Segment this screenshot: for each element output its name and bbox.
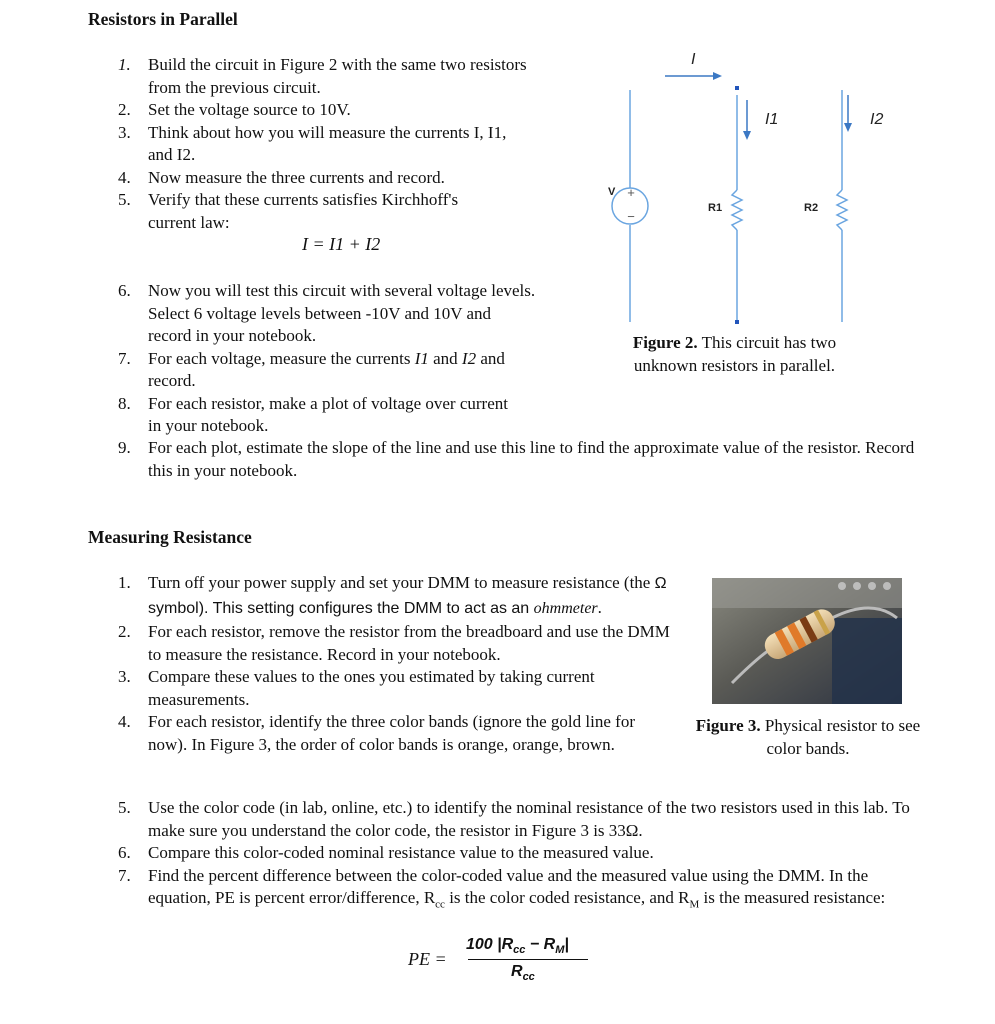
item-number: 2.	[118, 100, 131, 119]
item-number: 2.	[118, 622, 131, 641]
list-item	[88, 711, 678, 756]
node-dot	[735, 320, 739, 324]
resistor-r2-icon	[837, 190, 847, 230]
list-item	[88, 437, 918, 482]
ohm-symbol-text: Ω symbol	[148, 575, 667, 617]
item-text: For each resistor, remove the resistor from the breadboard and use the DMM to measure the resistance. Record in your notebook.	[148, 622, 670, 664]
item-text-b: is the color coded resistance, and R	[444, 888, 690, 907]
figure2-circuit	[590, 40, 890, 340]
item-text: Use the color code (in lab, online, etc.) to identify the nominal resistance of the two resistors used in this lab. To make sure you understand the color code, the resistor in Figure 3 is 33Ω.	[148, 798, 910, 840]
item-text: Build the circuit in Figure 2 with the same two resistors from the previous circuit.	[148, 55, 527, 97]
formula-numerator	[466, 934, 569, 962]
list-item	[88, 797, 918, 842]
numerator-sub-cc: cc	[513, 944, 526, 957]
parallel-steps-list	[88, 54, 548, 234]
item-number: 4.	[118, 712, 131, 731]
item-number: 7.	[118, 348, 131, 368]
figure3-caption	[688, 714, 928, 760]
denominator-sub: cc	[522, 971, 535, 984]
figure2-caption	[612, 331, 857, 377]
section-heading-measuring: Measuring Resistance	[88, 527, 252, 547]
current-i2: I2	[461, 348, 477, 368]
arrow-i1-icon	[743, 100, 751, 140]
arrow-i2-icon	[844, 95, 852, 132]
item-number: 5.	[118, 190, 131, 209]
item-number: 1.	[118, 55, 131, 74]
item-emphasis: ohmmeter	[533, 600, 598, 617]
item-text-b: ). This setting configures the DMM to act as an	[198, 600, 534, 617]
item-number: 6.	[118, 281, 131, 300]
figure3-caption-label: Figure 3.	[695, 716, 761, 735]
formula-lhs: PE =	[408, 949, 447, 969]
svg-text:+: +	[627, 185, 635, 200]
kcl-equation: I = I1 + I2	[302, 234, 381, 254]
item-text: Think about how you will measure the currents I, I1, and I2.	[148, 122, 507, 164]
list-item	[88, 666, 678, 711]
item-text: Now measure the three currents and record.	[148, 167, 445, 187]
item-text: Verify that these currents satisfies Kirchhoff's current law:	[148, 190, 459, 232]
percent-error-formula	[408, 934, 608, 994]
figure3-resistor-photo	[712, 578, 902, 704]
item-number: 5.	[118, 798, 131, 817]
item-text-a: Turn off your power supply and set your DMM to measure resistance (the	[148, 573, 655, 592]
item-text-and: and	[428, 348, 462, 368]
item-text: For each resistor, make a plot of voltage over current in your notebook.	[148, 393, 508, 435]
item-text: Compare these values to the ones you estimated by taking current measurements.	[148, 667, 595, 709]
item-text: Set the voltage source to 10V.	[148, 100, 351, 119]
denominator-r: R	[511, 963, 523, 980]
item-number: 8.	[118, 393, 131, 413]
figure2-caption-label: Figure 2.	[632, 333, 698, 352]
item-text: For each resistor, identify the three color bands (ignore the gold line for now). In Figure 3, the order of color bands is orange, orange, brown.	[148, 712, 635, 754]
formula-denominator	[511, 961, 535, 989]
figure3-caption-text: Physical resistor to see color bands.	[760, 716, 921, 758]
item-number: 3.	[118, 667, 131, 686]
list-item	[88, 393, 548, 438]
arrow-i-icon	[665, 72, 722, 80]
item-text-a: For each voltage, measure the currents	[148, 348, 415, 368]
item-number: 9.	[118, 438, 131, 457]
list-item	[88, 54, 548, 99]
numerator-a: 100 |R	[466, 936, 514, 953]
voltage-source-icon	[612, 185, 648, 224]
resistor-r1-icon	[732, 190, 742, 230]
fraction-bar	[468, 959, 588, 960]
subscript-cc: cc	[435, 898, 445, 911]
numerator-sub-m: M	[555, 944, 565, 957]
item-text-b: and record.	[148, 348, 505, 390]
current-i-label: I	[691, 51, 696, 68]
figure2-caption-text: This circuit has two unknown resistors in parallel.	[633, 333, 837, 375]
list-item	[88, 348, 548, 393]
current-i1: I1	[414, 348, 429, 368]
item-number: 4.	[118, 167, 131, 187]
item-text-a: Find the percent difference between the color-coded value and the measured value using the DMM. In the equation, PE is percent error/difference, R	[148, 865, 869, 907]
list-item	[88, 189, 548, 234]
parallel-steps-list-continued	[88, 280, 548, 438]
node-dot	[735, 86, 739, 90]
subscript-m: M	[689, 898, 700, 911]
r1-label: R1	[708, 202, 723, 214]
item-text: For each plot, estimate the slope of the line and use this line to find the approximate value of the resistor. Record this in your notebook.	[148, 438, 915, 480]
svg-text:−: −	[627, 209, 635, 224]
section-heading-parallel: Resistors in Parallel	[88, 9, 238, 29]
item-number: 7.	[118, 865, 131, 885]
current-i1-label: I1	[765, 111, 779, 128]
item-number: 6.	[118, 843, 131, 862]
item-number: 3.	[118, 122, 131, 142]
list-item	[88, 280, 548, 348]
item-number: 1.	[118, 573, 131, 592]
measuring-steps-list-continued	[88, 797, 918, 916]
item-text: Now you will test this circuit with several voltage levels. Select 6 voltage levels between -10V and 10V and record in your notebook.	[148, 281, 536, 345]
item-text-c: is the measured resistance:	[699, 888, 886, 907]
list-item	[88, 571, 678, 621]
current-i2-label: I2	[870, 111, 884, 128]
list-item	[88, 842, 918, 865]
r2-label: R2	[804, 202, 819, 214]
item-text-c: .	[597, 598, 602, 617]
list-item	[88, 167, 548, 190]
list-item	[88, 621, 678, 666]
numerator-c: |	[564, 936, 569, 953]
parallel-steps-list-final	[88, 437, 918, 482]
list-item	[88, 865, 918, 916]
list-item	[88, 99, 548, 122]
list-item	[88, 122, 548, 167]
numerator-b: − R	[525, 936, 556, 953]
source-label: V	[608, 186, 616, 198]
measuring-steps-list	[88, 571, 678, 756]
item-text: Compare this color-coded nominal resistance value to the measured value.	[148, 843, 654, 862]
